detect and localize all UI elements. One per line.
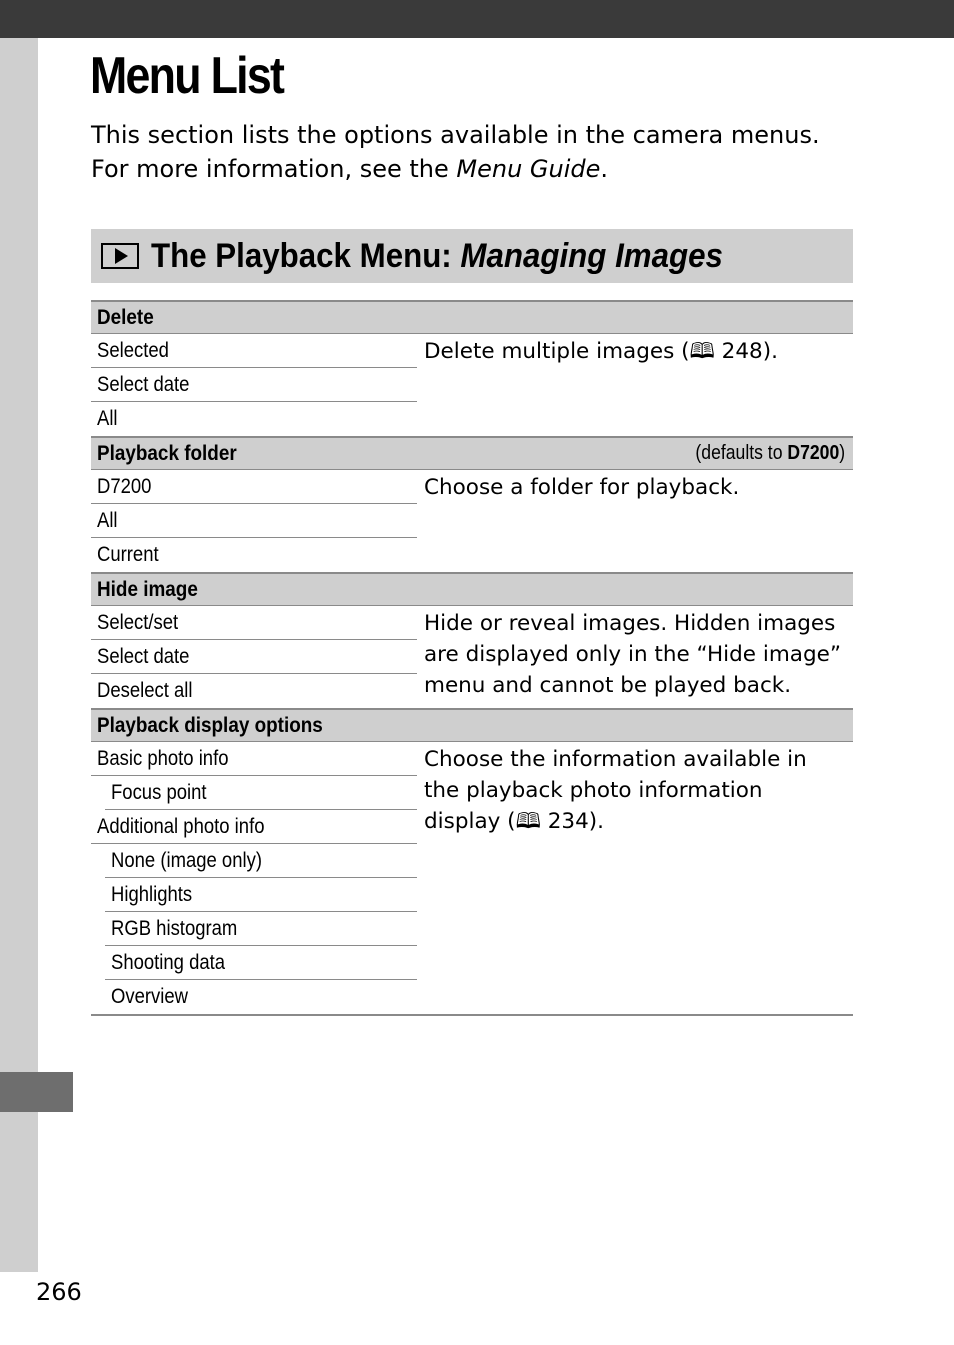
group-body-delete — [91, 334, 853, 436]
option-item: Select date — [91, 640, 417, 674]
group-body-playback-folder — [91, 470, 853, 572]
intro-text — [91, 118, 861, 186]
page-number: 266 — [36, 1278, 82, 1306]
option-subitem: Shooting data — [105, 946, 417, 980]
option-item: Select date — [91, 368, 417, 402]
option-subitem: RGB histogram — [105, 912, 417, 946]
group-body-hide-image — [91, 606, 853, 708]
intro-end: . — [600, 155, 609, 183]
intro-main: This section lists the options available in the camera menus. For more information, see the — [91, 121, 820, 183]
option-description: Choose the information available in the playback photo information display (🕮 234). — [424, 747, 807, 834]
playback-icon — [101, 243, 139, 269]
option-item: All — [97, 407, 118, 430]
option-item: D7200 — [91, 470, 417, 504]
menu-table — [91, 300, 853, 1016]
option-description: Delete multiple images (🕮 248). — [424, 339, 778, 364]
option-list — [91, 742, 417, 1014]
group-body-playback-display — [91, 742, 853, 1016]
option-item: Additional photo info — [91, 810, 417, 844]
section-header — [91, 229, 853, 283]
section-title-bold: The Playback Menu: — [151, 236, 461, 275]
group-header-playback-display — [91, 708, 853, 742]
option-list — [91, 334, 417, 436]
section-title-italic: Managing Images — [460, 236, 723, 275]
group-default: (defaults to D7200) — [695, 442, 845, 464]
option-list — [91, 606, 417, 708]
option-subitem: Highlights — [105, 878, 417, 912]
group-label: Playback folder — [97, 441, 237, 465]
page-title: Menu List — [90, 47, 284, 105]
option-item: Select/set — [91, 606, 417, 640]
group-header-delete — [91, 300, 853, 334]
option-item: All — [91, 504, 417, 538]
option-list — [91, 470, 417, 572]
option-description: Hide or reveal images. Hidden images are displayed only in the “Hide image” menu and cannot be played back. — [424, 611, 841, 698]
group-header-playback-folder — [91, 436, 853, 470]
chapter-tab — [0, 1072, 73, 1112]
group-label: Delete — [97, 305, 154, 329]
intro-guide-name: Menu Guide — [456, 155, 601, 183]
option-item: Deselect all — [97, 679, 193, 702]
section-title — [151, 237, 723, 276]
group-label: Hide image — [97, 577, 198, 601]
option-item: Current — [97, 543, 159, 566]
group-header-hide-image — [91, 572, 853, 606]
option-item: Selected — [91, 334, 417, 368]
option-description: Choose a folder for playback. — [424, 475, 740, 500]
option-subitem: Overview — [111, 985, 189, 1008]
option-subitem: None (image only) — [105, 844, 417, 878]
option-item: Basic photo info — [91, 742, 417, 776]
group-label: Playback display options — [97, 713, 323, 737]
top-bar — [0, 0, 954, 38]
option-subitem: Focus point — [105, 776, 417, 810]
